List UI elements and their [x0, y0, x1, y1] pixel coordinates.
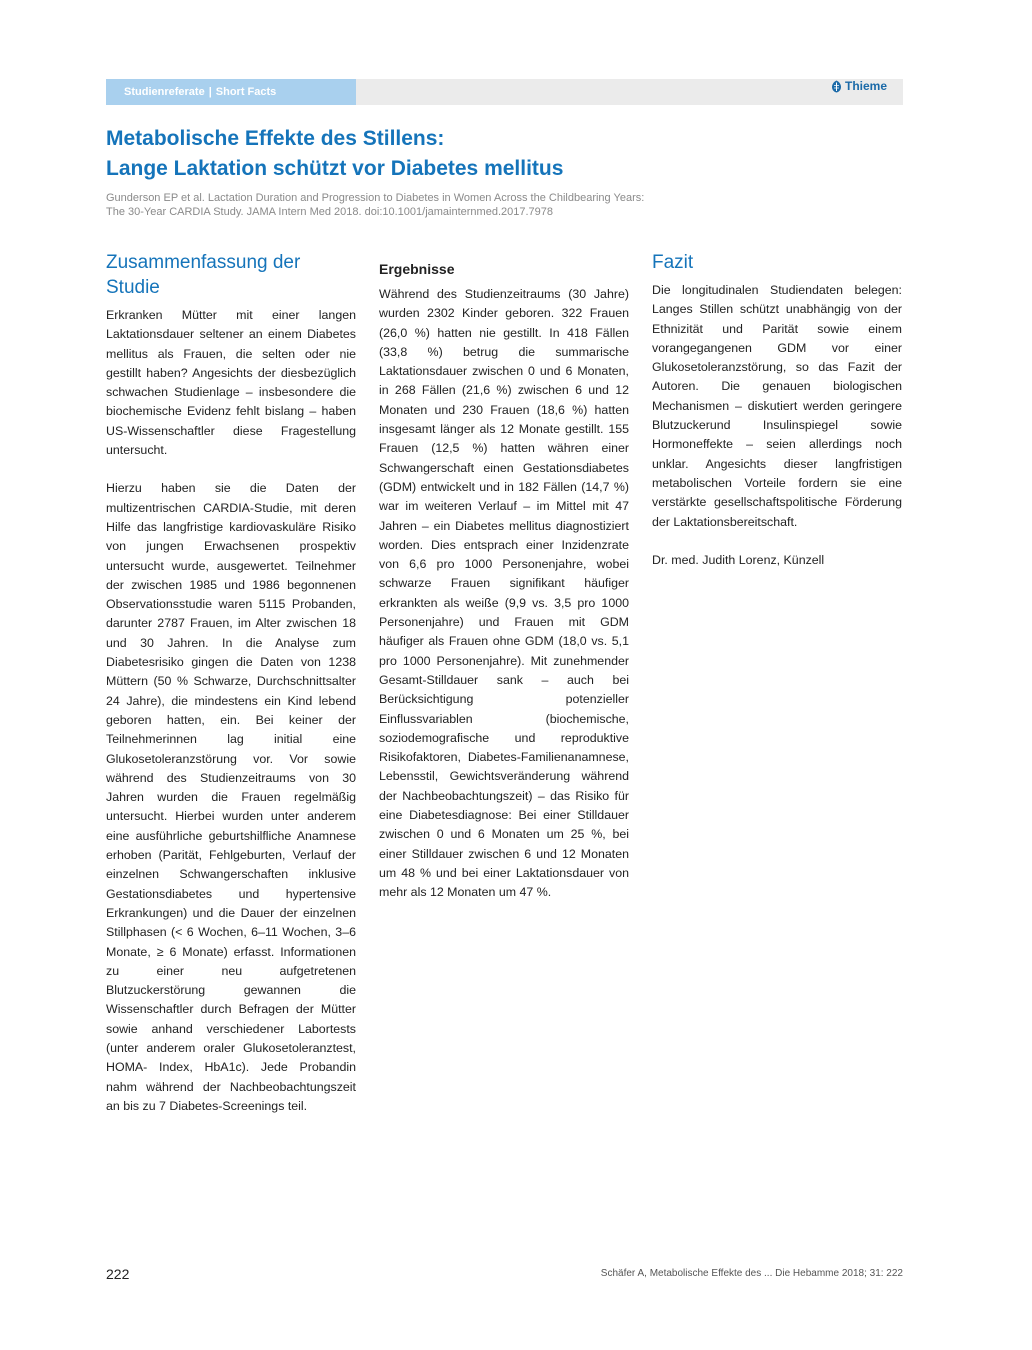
footer-reference: Schäfer A, Metabolische Effekte des ... Die Hebamme 2018; 31: 222 [600, 1268, 903, 1279]
title-line-1: Metabolische Effekte des Stillens: [106, 127, 445, 150]
title-line-2: Lange Laktation schützt vor Diabetes mellitus [106, 157, 564, 180]
publisher-logo [831, 79, 887, 93]
column-1 [106, 250, 356, 1116]
summary-paragraph-2: Hierzu haben sie die Daten der multizentrischen CARDIA-Studie, mit deren Hilfe das langfristige kardiovaskuläre Risiko von jungen Erwachsenen prospektiv untersucht wurde, ausgewertet. Teilnehmer der zwischen 1985 und 1986 begonnenen Observationsstudie waren 5115 Probanden, darunter 2787 Frauen, im Alter zwischen 18 und 30 Jahren. In die Analyse zum Diabetesrisiko gingen die Daten von 1238 Müttern (50 % Schwarze, Durchschnittsalter 24 Jahre), die mindestens ein Kind lebend geboren hatten, ein. Bei keiner der Teilnehmerinnen lag initial eine Glukosetoleranzstörung vor. Vor sowie während des Studienzeitraums von 30 Jahren wurden die Frauen regelmäßig untersucht. Hierbei wurden unter anderem eine ausführliche geburtshilfliche Anamnese erhoben (Parität, Fehlgeburten, Verlauf der einzelnen Schwangerschaften inklusive Gestationsdiabetes und hypertensive Erkrankungen) und die Dauer der einzelnen Stillphasen (< 6 Wochen, 6–11 Wochen, 3–6 Monate, ≥ 6 Monate) erfasst. Informationen zu einer neu aufgetretenen Blutzuckerstörung gewannen die Wissenschaftler durch Befragen der Mütter sowie anhand verschiedener Labortests (unter anderem oraler Glukosetoleranztest, HOMA- Index, HbA1c). Jede Probandin nahm während der Nachbeobachtungszeit an bis zu 7 Diabetes-Screenings teil. [106, 481, 356, 1113]
section-tab [106, 79, 356, 105]
thieme-logo-icon [831, 80, 842, 93]
running-header [106, 79, 903, 105]
citation-line-2: The 30-Year CARDIA Study. JAMA Intern Med 2018. doi:10.1001/jamainternmed.2017.7978 [106, 206, 553, 218]
citation-line-1: Gunderson EP et al. Lactation Duration and Progression to Diabetes in Women Across the Childbearing Years: [106, 192, 645, 204]
summary-paragraph-1: Erkranken Mütter mit einer langen Laktationsdauer seltener an einem Diabetes mellitus als Frauen, die selten oder nie gestillt haben? Angesichts der diesbezüglich schwachen Studienlage – insbesondere die biochemische Evidenz fehlt bislang – haben US-Wissenschaftler diese Fragestellung untersucht. [106, 308, 356, 458]
conclusion-heading: Fazit [652, 252, 694, 273]
column-2 [379, 250, 629, 903]
results-paragraph: Während des Studienzeitraums (30 Jahre) wurden 2302 Kinder geboren. 322 Frauen (26,0 %) hatten nie gestillt. In 418 Fällen (33,8 %) betrug die summarische Laktationsdauer zwischen 0 und 6 Monaten, in 268 Fällen (21,6 %) zwischen 6 und 12 Monaten und 230 Frauen (18,6 %) hatten insgesamt länger als 12 Monate gestillt. 155 Frauen (12,5 %) hatten währen einer Schwangerschaft einen Gestationsdiabetes (GDM) entwickelt und in 182 Fällen (14,7 %) war im weiteren Verlauf – im Mittel mit 47 Jahren – ein Diabetes mellitus diagnostiziert worden. Dies entsprach einer Inzidenzrate von 6,6 pro 1000 Personenjahre, wobei schwarze Frauen signifikant häufiger erkrankten als weiße (9,9 vs. 3,5 pro 1000 Personenjahre) und Frauen mit GDM häufiger als Frauen ohne GDM (18,0 vs. 5,1 pro 1000 Personenjahre). Mit zunehmender Gesamt-Stilldauer sank – auch bei Berücksichtigung potenzieller Einflussvariablen (biochemische, soziodemografische und reproduktive Risikofaktoren, Diabetes-Familienanamnese, Lebensstil, Gewichtsveränderung während der Nachbeobachtungszeit) – das Risiko für eine Diabetesdiagnose: Bei einer Stilldauer zwischen 0 und 6 Monaten um 25 %, bei einer Stilldauer zwischen 6 und 12 Monaten um 48 % und bei einer Laktationsdauer von mehr als 12 Monaten um 47 %. [379, 287, 629, 900]
subsection-label: Short Facts [215, 86, 277, 98]
author-credit: Dr. med. Judith Lorenz, Künzell [652, 552, 825, 567]
article-title [106, 124, 563, 184]
conclusion-paragraph: Die longitudinalen Studiendaten belegen: Langes Stillen schützt unabhängig von der Ethnizität und Parität sowie einem vorangegangenen GDM vor einer Glukosetoleranzstörung, so das Fazit der Autoren. Die genauen biologischen Mechanismen – diskutiert werden geringere Blutzuckerund Insulinspiegel sowie Hormoneffekte – seien allerdings noch unklar. Angesichts dieser langfristigen metabolischen Vorteile fordern sie eine verstärkte gesellschaftspolitische Förderung der Laktationsbereitschaft. [652, 283, 902, 529]
section-label: Studienreferate [124, 86, 205, 98]
summary-heading: Zusammenfassung der Studie [106, 252, 301, 298]
publisher-name: Thieme [844, 79, 887, 93]
results-heading: Ergebnisse [379, 261, 455, 277]
page-number: 222 [106, 1266, 130, 1282]
section-separator: | [208, 86, 212, 98]
source-citation [106, 191, 746, 219]
column-3 [652, 250, 902, 570]
